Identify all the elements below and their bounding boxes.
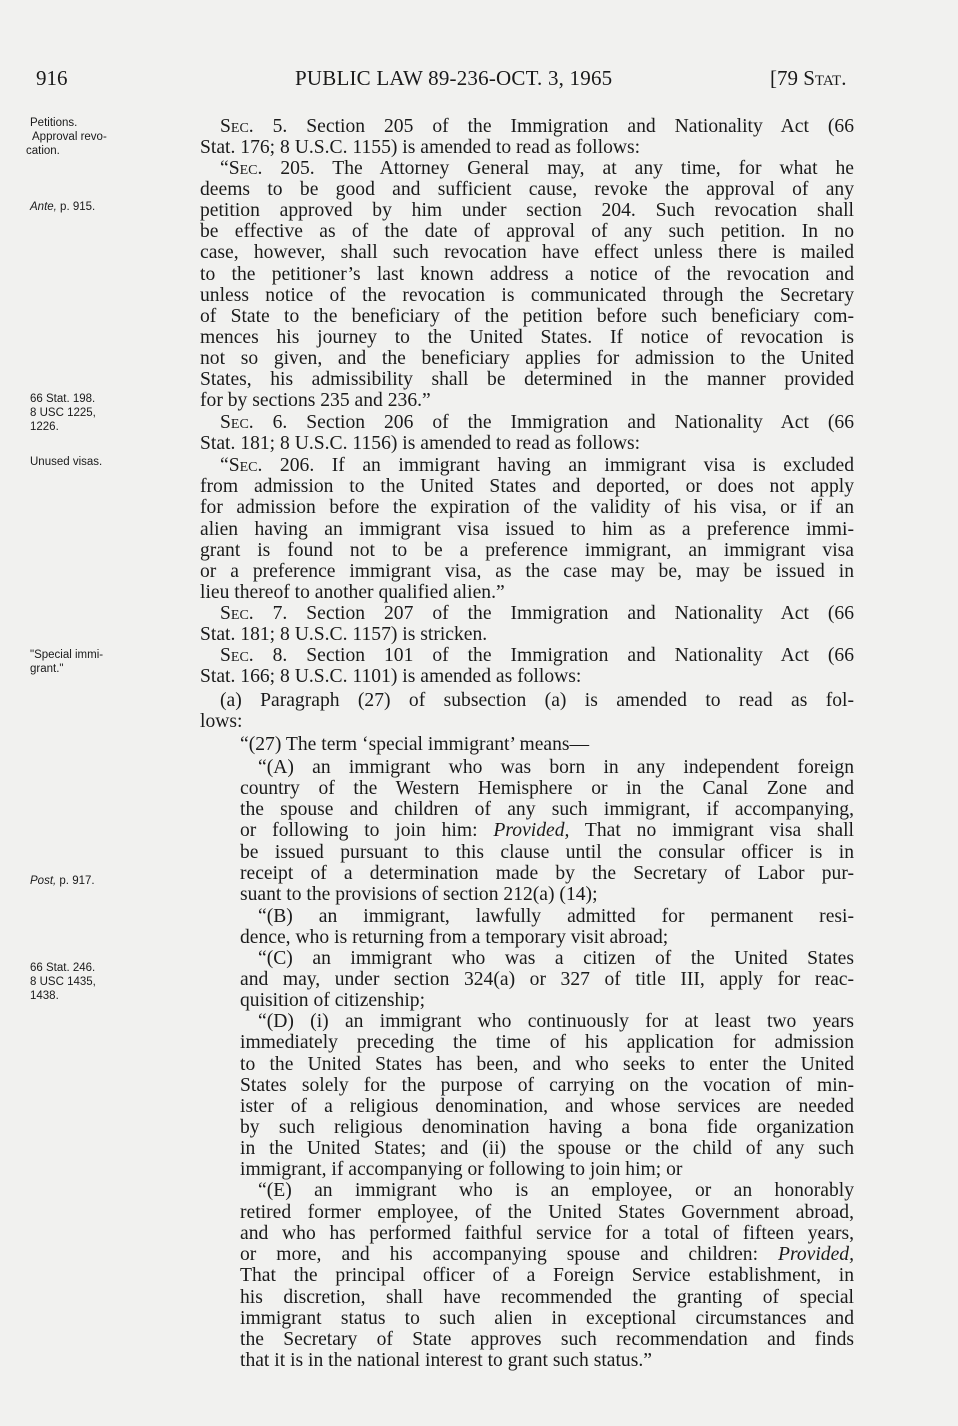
margin-note-line: Ante, p. 915. — [30, 201, 96, 213]
text-run: be issued pursuant to this clause until the consular officer is in — [240, 842, 854, 863]
section-abbrev: Sec. — [220, 116, 254, 137]
text-run: in the United States; and (ii) the spouse or the child of any such — [240, 1138, 854, 1159]
margin-note-line: Petitions. — [30, 117, 78, 129]
text-run: Stat. 181; 8 U.S.C. 1157) is stricken. — [200, 624, 488, 645]
text-line — [200, 369, 854, 390]
text-line — [258, 1180, 854, 1201]
section-abbrev: Sec. — [220, 645, 254, 666]
text-run: States solely for the purpose of carrying on the vocation of min- — [240, 1075, 854, 1096]
text-line — [200, 242, 854, 263]
text-run: for by sections 235 and 236.” — [200, 390, 431, 411]
text-line — [240, 1117, 854, 1138]
text-line — [240, 1287, 854, 1308]
text-run: by such religious denomination having a bona fide organization — [240, 1117, 854, 1138]
margin-note-line: Post, p. 917. — [30, 875, 95, 887]
text-run: deems to be good and sufficient cause, revoke the approval of any — [200, 179, 854, 200]
text-run: lows: — [200, 711, 243, 732]
text-run: from admission to the United States and deported, or does not apply — [200, 476, 854, 497]
text-run: Stat. 176; 8 U.S.C. 1155) is amended to read as follows: — [200, 137, 641, 158]
text-run: grant is found not to be a preference immigrant, an immigrant visa — [200, 540, 854, 561]
text-line — [240, 990, 854, 1011]
text-line — [200, 624, 854, 645]
text-run: and who has performed faithful service for a total of fifteen years, — [240, 1223, 854, 1244]
margin-note-line: Approval revo- — [32, 131, 107, 143]
margin-note — [30, 455, 180, 469]
text-line — [240, 1075, 854, 1096]
text-run: for admission before the expiration of the validity of his visa, or if an — [200, 497, 854, 518]
text-line — [240, 1096, 854, 1117]
margin-note — [30, 392, 180, 434]
text-line — [240, 799, 854, 820]
margin-note-line: 1226. — [30, 421, 59, 433]
running-head: PUBLIC LAW 89-236-OCT. 3, 1965 — [295, 66, 613, 90]
text-line — [258, 1011, 854, 1032]
text-line — [200, 179, 854, 200]
text-run: Stat. 181; 8 U.S.C. 1156) is amended to read as follows: — [200, 433, 641, 454]
text-run: “(E) an immigrant who is an employee, or an honorably — [258, 1180, 854, 1201]
text-line — [240, 1244, 854, 1265]
italic-term: Provided, — [778, 1244, 854, 1265]
margin-note-line: 8 USC 1435, — [30, 976, 96, 988]
margin-note — [30, 648, 180, 676]
text-line — [200, 390, 854, 411]
text-line — [200, 200, 854, 221]
text-run: or more, and his accompanying spouse and children: — [240, 1244, 778, 1265]
text-run: not so given, and the beneficiary applies for admission to the United — [200, 348, 854, 369]
text-run: and may, under section 324(a) or 327 of title III, apply for reac- — [240, 969, 854, 990]
text-run: “(27) The term ‘special immigrant’ means— — [240, 734, 590, 755]
text-line — [220, 455, 854, 476]
text-line — [200, 497, 854, 518]
text-run: 5. Section 205 of the Immigration and Nationality Act (66 — [253, 116, 854, 137]
text-line — [240, 778, 854, 799]
volume-reference: [79 Stat. — [770, 66, 847, 90]
margin-note — [30, 961, 180, 1003]
text-run: alien having an immigrant visa issued to him as a preference immi- — [200, 519, 854, 540]
text-run: 205. The Attorney General may, at any time, for what he — [262, 158, 854, 179]
text-line — [200, 519, 854, 540]
text-line — [240, 1159, 854, 1180]
text-line — [258, 757, 854, 778]
text-line — [258, 906, 854, 927]
margin-note-line: 66 Stat. 246. — [30, 962, 96, 974]
margin-note-line: "Special immi- — [30, 649, 104, 661]
text-line — [240, 1308, 854, 1329]
text-run: mences his journey to the United States. If notice of revocation is — [200, 327, 854, 348]
text-run: “(A) an immigrant who was born in any independent foreign — [258, 757, 854, 778]
text-line — [240, 927, 854, 948]
text-run: “(C) an immigrant who was a citizen of the United States — [258, 948, 854, 969]
text-line — [220, 690, 854, 711]
text-run: ister of a religious denomination, and whose services are needed — [240, 1096, 854, 1117]
text-line — [240, 1032, 854, 1053]
text-run: dence, who is returning from a temporary visit abroad; — [240, 927, 669, 948]
text-run: immediately preceding the time of his application for admission — [240, 1032, 854, 1053]
text-line — [240, 842, 854, 863]
text-line — [200, 221, 854, 242]
text-line — [200, 582, 854, 603]
text-run: case, however, shall such revocation have effect unless there is mailed — [200, 242, 854, 263]
margin-note-line: Unused visas. — [30, 456, 103, 468]
text-line — [200, 476, 854, 497]
text-line — [240, 1223, 854, 1244]
text-line — [240, 969, 854, 990]
text-run: States, his admissibility shall be determined in the manner provided — [200, 369, 854, 390]
text-run: That the principal officer of a Foreign Service establishment, in — [240, 1265, 854, 1286]
text-line — [200, 540, 854, 561]
text-run: 206. If an immigrant having an immigrant visa is excluded — [262, 455, 854, 476]
margin-note — [26, 116, 180, 158]
text-run: “ — [220, 455, 229, 476]
text-run: “(D) (i) an immigrant who continuously for at least two years — [258, 1011, 854, 1032]
text-run: “(B) an immigrant, lawfully admitted for permanent resi- — [258, 906, 854, 927]
section-abbrev: Sec. — [228, 455, 263, 476]
text-line — [240, 884, 854, 905]
text-line — [200, 137, 854, 158]
text-run: retired former employee, of the United States Government abroad, — [240, 1202, 854, 1223]
margin-note — [30, 200, 180, 214]
text-run: 6. Section 206 of the Immigration and Nationality Act (66 — [253, 412, 854, 433]
text-run: or following to join him: — [240, 820, 494, 841]
text-line — [240, 820, 854, 841]
text-line — [200, 711, 854, 732]
text-line — [200, 433, 854, 454]
margin-note-line: 1438. — [30, 990, 59, 1002]
text-run: the spouse and children of any such immigrant, if accompanying, — [240, 799, 854, 820]
margin-note-italic: Ante, — [30, 201, 57, 213]
text-line — [220, 116, 854, 137]
text-run: to the United States has been, and who seeks to enter the United — [240, 1054, 854, 1075]
text-run: immigrant status to such alien in exceptional circumstances and — [240, 1308, 854, 1329]
text-run: (a) Paragraph (27) of subsection (a) is amended to read as fol- — [220, 690, 854, 711]
text-line — [240, 1202, 854, 1223]
text-run: country of the Western Hemisphere or in the Canal Zone and — [240, 778, 854, 799]
section-abbrev: Sec. — [220, 412, 254, 433]
volume-ref-abbrev: Stat. — [803, 66, 847, 90]
text-run: “ — [220, 158, 229, 179]
text-run: 7. Section 207 of the Immigration and Nationality Act (66 — [253, 603, 854, 624]
text-line — [200, 285, 854, 306]
text-run: that it is in the national interest to grant such status.” — [240, 1350, 652, 1371]
text-run: suant to the provisions of section 212(a) (14); — [240, 884, 598, 905]
text-run: or a preference immigrant visa, as the case may be, may be issued in — [200, 561, 854, 582]
text-line — [220, 603, 854, 624]
text-run: his discretion, shall have recommended the granting of special — [240, 1287, 854, 1308]
page-number: 916 — [36, 66, 68, 90]
text-line — [200, 264, 854, 285]
text-run: Stat. 166; 8 U.S.C. 1101) is amended as follows: — [200, 666, 582, 687]
text-line — [240, 1138, 854, 1159]
text-line — [200, 327, 854, 348]
text-line — [200, 666, 854, 687]
text-run: receipt of a determination made by the Secretary of Labor pur- — [240, 863, 854, 884]
text-line — [220, 158, 854, 179]
text-run: to the petitioner’s last known address a notice of the revocation and — [200, 264, 854, 285]
text-run: be effective as of the date of approval of any such petition. In no — [200, 221, 854, 242]
margin-note-line: grant." — [30, 663, 64, 675]
text-run: immigrant, if accompanying or following to join him; or — [240, 1159, 683, 1180]
text-run: lieu thereof to another qualified alien.” — [200, 582, 505, 603]
text-run: of State to the beneficiary of the petition before such beneficiary com- — [200, 306, 854, 327]
text-run: That no immigrant visa shall — [569, 820, 854, 841]
text-line — [240, 1329, 854, 1350]
margin-note-line: 8 USC 1225, — [30, 407, 96, 419]
text-line — [200, 306, 854, 327]
margin-note — [30, 874, 180, 888]
text-run: 8. Section 101 of the Immigration and Nationality Act (66 — [253, 645, 854, 666]
text-line — [220, 645, 854, 666]
text-line — [240, 1265, 854, 1286]
section-abbrev: Sec. — [220, 603, 254, 624]
text-line — [200, 561, 854, 582]
text-run: the Secretary of State approves such recommendation and finds — [240, 1329, 854, 1350]
margin-note-line: 66 Stat. 198. — [30, 393, 96, 405]
text-line — [220, 412, 854, 433]
text-run: unless notice of the revocation is communicated through the Secretary — [200, 285, 854, 306]
text-line — [240, 863, 854, 884]
text-run: petition approved by him under section 204. Such revocation shall — [200, 200, 854, 221]
margin-note-line: cation. — [26, 145, 60, 157]
text-line — [240, 1350, 854, 1371]
section-abbrev: Sec. — [228, 158, 263, 179]
text-line — [240, 1054, 854, 1075]
italic-term: Provided, — [493, 820, 570, 841]
margin-note-italic: Post, — [30, 875, 57, 887]
text-line — [258, 948, 854, 969]
text-line — [200, 348, 854, 369]
text-line — [240, 734, 854, 755]
text-run: quisition of citizenship; — [240, 990, 426, 1011]
